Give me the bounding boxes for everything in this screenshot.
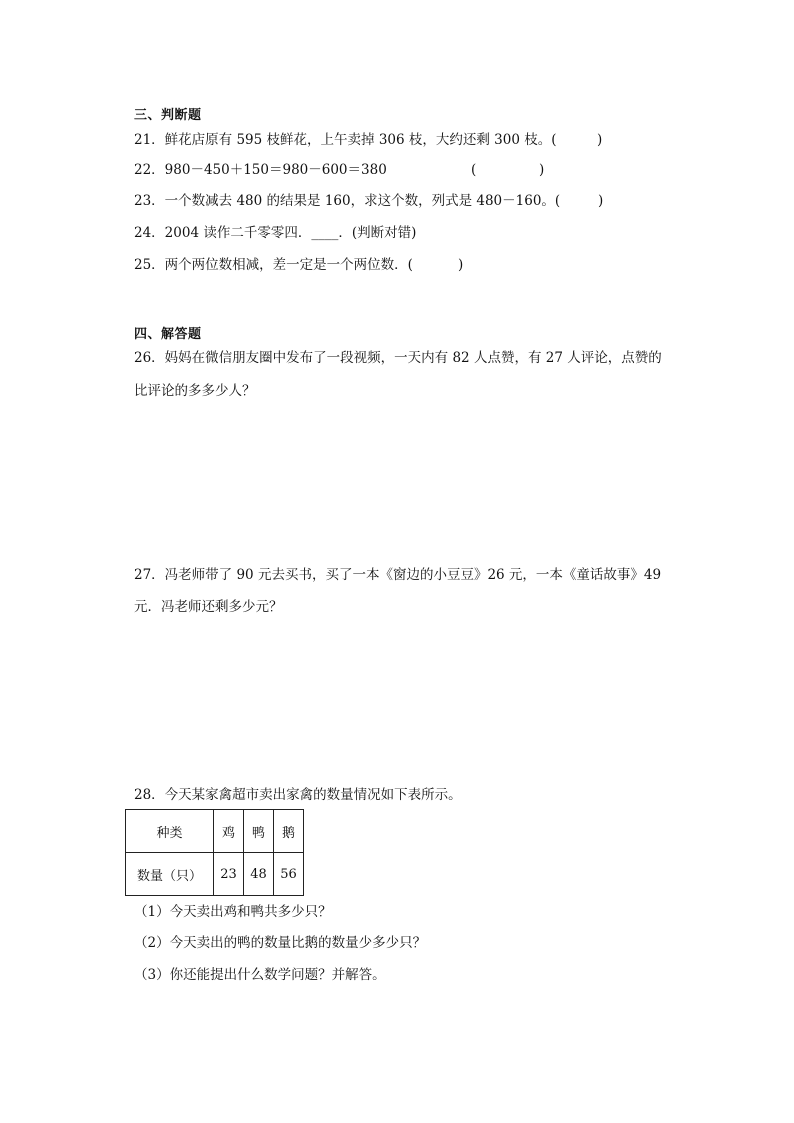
question-22 xyxy=(134,161,387,179)
question-22-answer-paren-close: ) xyxy=(539,162,545,178)
table-row-label: 数量（只） xyxy=(126,853,214,896)
table-row-values xyxy=(126,853,304,896)
question-21 xyxy=(134,131,557,149)
table-category-duck: 鸭 xyxy=(244,810,274,853)
question-28-sub2: （2）今天卖出的鸭的数量比鹅的数量少多少只？ xyxy=(134,935,427,951)
question-23 xyxy=(134,192,560,210)
question-23-answer-paren-close: ) xyxy=(598,193,604,209)
question-27-line2: 元．冯老师还剩多少元？ xyxy=(134,599,283,615)
question-25-text: 25．两个两位数相减，差一定是一个两位数．( xyxy=(134,257,413,273)
question-28-sub3: （3）你还能提出什么数学问题？并解答。 xyxy=(134,967,386,983)
question-22-answer-paren-open: ( xyxy=(471,162,477,178)
question-28-intro: 28．今天某家禽超市卖出家禽的数量情况如下表所示。 xyxy=(134,787,462,803)
table-category-goose: 鹅 xyxy=(274,810,304,853)
table-category-chicken: 鸡 xyxy=(214,810,244,853)
table-value-duck: 48 xyxy=(244,853,274,896)
section-title-judgement: 三、判断题 xyxy=(134,108,202,123)
question-21-answer-paren-close: ) xyxy=(597,132,603,148)
question-27-line1: 27．冯老师带了 90 元去买书，买了一本《窗边的小豆豆》26 元，一本《童话故事》49 xyxy=(134,567,662,583)
question-23-text: 23．一个数减去 480 的结果是 160，求这个数，列式是 480－160。( xyxy=(134,193,561,209)
question-26-line2: 比评论的多多少人？ xyxy=(134,383,256,399)
section-title-word-problems: 四、解答题 xyxy=(134,327,202,342)
question-26-line1: 26．妈妈在微信朋友圈中发布了一段视频，一天内有 82 人点赞，有 27 人评论，点赞的 xyxy=(134,350,662,366)
table-row-header xyxy=(126,810,304,853)
question-25 xyxy=(134,256,413,274)
poultry-sales-table xyxy=(125,809,304,896)
table-value-goose: 56 xyxy=(274,853,304,896)
question-25-answer-paren-close: ) xyxy=(458,257,464,273)
question-24 xyxy=(134,224,416,242)
table-header-label: 种类 xyxy=(126,810,214,853)
question-28-sub1: （1）今天卖出鸡和鸭共多少只？ xyxy=(134,904,332,920)
question-22-text: 22．980－450＋150＝980－600＝380 xyxy=(134,162,387,178)
question-21-text: 21．鲜花店原有 595 枝鲜花，上午卖掉 306 枝，大约还剩 300 枝。( xyxy=(134,132,557,148)
table-value-chicken: 23 xyxy=(214,853,244,896)
question-24-text: 24．2004 读作二千零零四．____．(判断对错) xyxy=(134,225,417,241)
